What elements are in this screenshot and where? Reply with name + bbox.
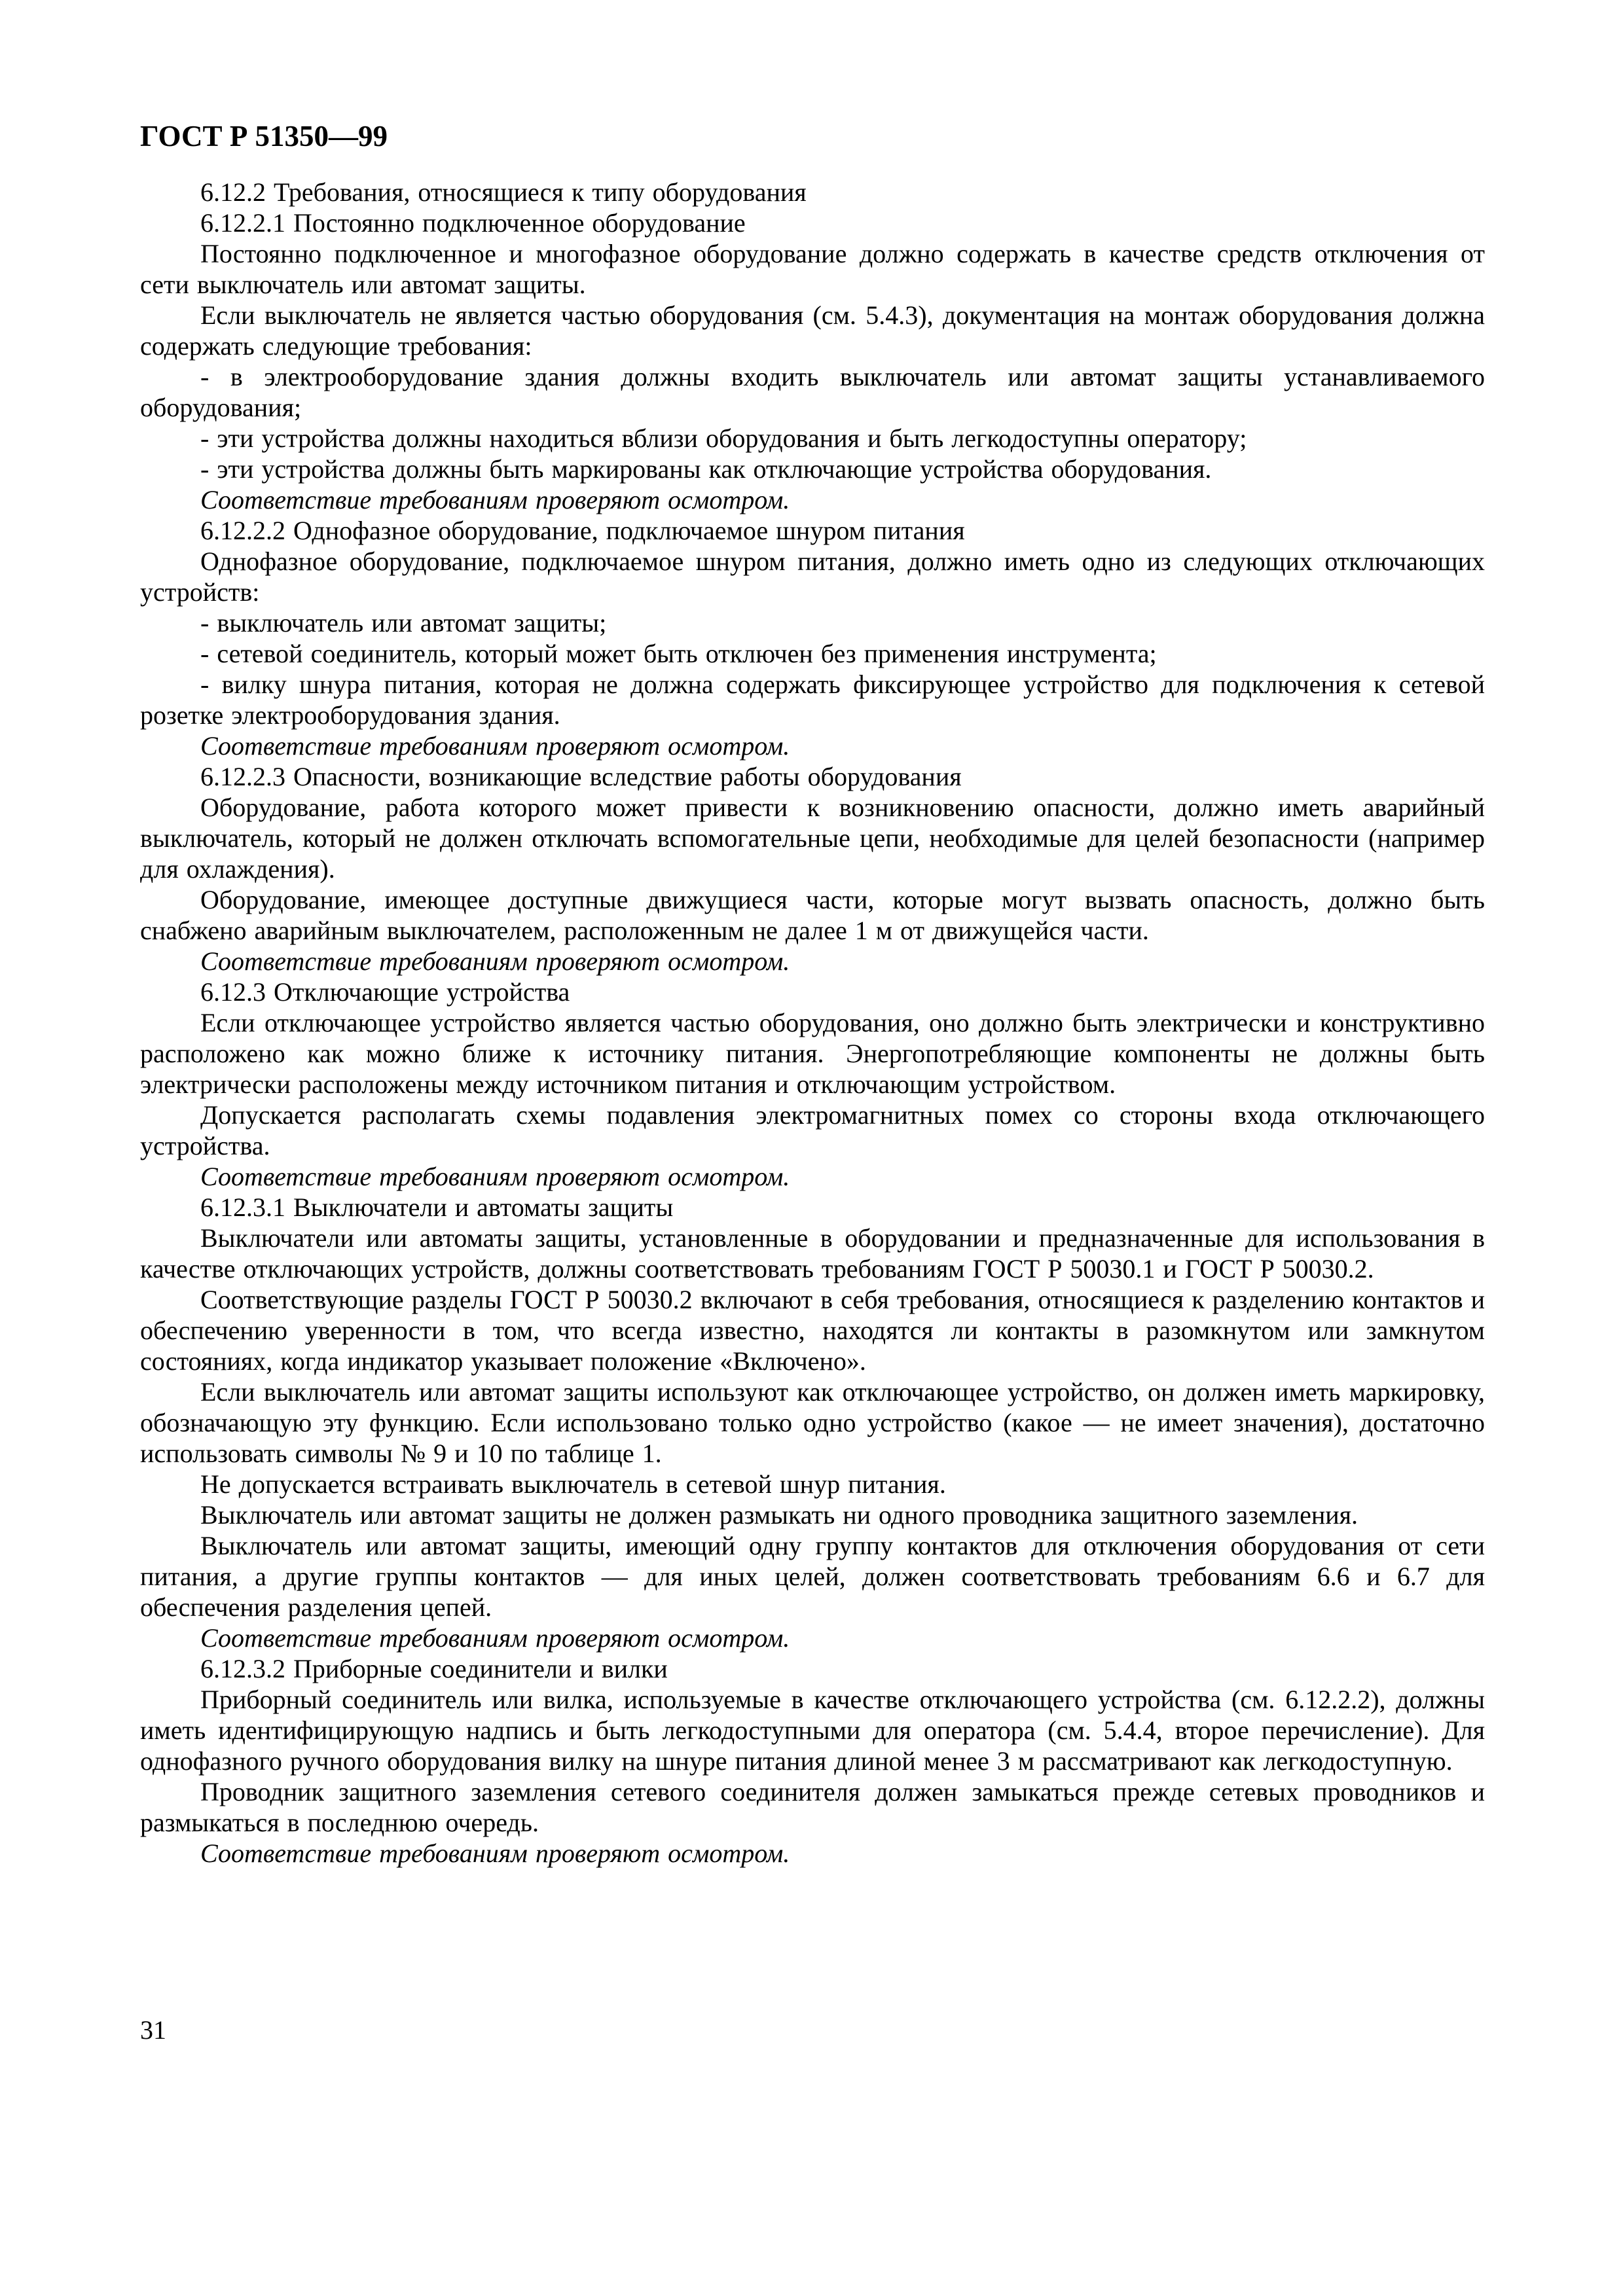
paragraph: Оборудование, работа которого может привести к возникновению опасности, должно иметь аварийный выключатель, который не должен отключать вспомогательные цепи, необходимые для целей безопасности (например для охлаждения). [140, 793, 1485, 884]
paragraph: Если выключатель или автомат защиты используют как отключающее устройство, он должен иметь маркировку, обозначающую эту функцию. Если использовано только одно устройство (какое — не имеет значения), достаточно использовать символы № 9 и 10 по таблице 1. [140, 1377, 1485, 1468]
compliance-note: Соответствие требованиям проверяют осмотром. [200, 485, 790, 514]
compliance-note: Соответствие требованиям проверяют осмотром. [200, 1623, 790, 1653]
compliance-note: Соответствие требованиям проверяют осмотром. [200, 1162, 790, 1191]
clause-heading-6-12-2-2: 6.12.2.2 Однофазное оборудование, подключаемое шнуром питания [200, 516, 965, 545]
list-item: - выключатель или автомат защиты; [200, 608, 607, 637]
list-item: - вилку шнура питания, которая не должна содержать фиксирующее устройство для подключения к сетевой розетке электрооборудования здания. [140, 670, 1485, 730]
clause-heading-6-12-2-1: 6.12.2.1 Постоянно подключенное оборудование [200, 208, 746, 238]
paragraph: Выключатели или автоматы защиты, установленные в оборудовании и предназначенные для использования в качестве отключающих устройств, должны соответствовать требованиям ГОСТ Р 50030.1 и ГОСТ Р 50030.2. [140, 1223, 1485, 1283]
document-header-standard-number: ГОСТ Р 51350—99 [140, 120, 388, 152]
list-item: - эти устройства должны быть маркированы как отключающие устройства оборудования. [200, 454, 1212, 484]
list-item: - сетевой соединитель, который может быть отключен без применения инструмента; [200, 639, 1157, 668]
paragraph: Выключатель или автомат защиты, имеющий одну группу контактов для отключения оборудования от сети питания, а другие группы контактов — для иных целей, должен соответствовать требованиям 6.6 и 6.7 для обеспечения разделения цепей. [140, 1531, 1485, 1622]
clause-heading-6-12-3: 6.12.3 Отключающие устройства [200, 977, 570, 1007]
list-item: - эти устройства должны находиться вблизи оборудования и быть легкодоступны оператору; [200, 423, 1247, 453]
paragraph: Не допускается встраивать выключатель в сетевой шнур питания. [200, 1469, 946, 1499]
page-number: 31 [140, 2015, 166, 2045]
paragraph: Приборный соединитель или вилка, используемые в качестве отключающего устройства (см. 6.12.2.2), должны иметь идентифицирующую надпись и быть легкодоступными для оператора (см. 5.4.4, второе перечисление). Для однофазного ручного оборудования вилку на шнуре питания длиной менее 3 м рассматривают как легкодоступную. [140, 1685, 1485, 1776]
paragraph: Если отключающее устройство является частью оборудования, оно должно быть электрически и конструктивно расположено как можно ближе к источнику питания. Энергопотребляющие компоненты не должны быть электрически расположены между источником питания и отключающим устройством. [140, 1008, 1485, 1099]
paragraph: Соответствующие разделы ГОСТ Р 50030.2 включают в себя требования, относящиеся к разделению контактов и обеспечению уверенности в том, что всегда известно, находятся ли контакты в разомкнутом или замкнутом состояниях, когда индикатор указывает положение «Включено». [140, 1285, 1485, 1376]
clause-heading-6-12-2-3: 6.12.2.3 Опасности, возникающие вследствие работы оборудования [200, 762, 962, 791]
paragraph: Если выключатель не является частью оборудования (см. 5.4.3), документация на монтаж оборудования должна содержать следующие требования: [140, 300, 1485, 361]
list-item: - в электрооборудование здания должны входить выключатель или автомат защиты устанавливаемого оборудования; [140, 362, 1485, 422]
clause-heading-6-12-2: 6.12.2 Требования, относящиеся к типу оборудования [200, 177, 807, 207]
paragraph: Однофазное оборудование, подключаемое шнуром питания, должно иметь одно из следующих отключающих устройств: [140, 547, 1485, 607]
clause-heading-6-12-3-2: 6.12.3.2 Приборные соединители и вилки [200, 1654, 668, 1683]
compliance-note: Соответствие требованиям проверяют осмотром. [200, 946, 790, 976]
paragraph: Выключатель или автомат защиты не должен размыкать ни одного проводника защитного заземления. [200, 1500, 1359, 1530]
compliance-note: Соответствие требованиям проверяют осмотром. [200, 731, 790, 761]
paragraph: Оборудование, имеющее доступные движущиеся части, которые могут вызвать опасность, должно быть снабжено аварийным выключателем, расположенным не далее 1 м от движущейся части. [140, 885, 1485, 945]
paragraph: Проводник защитного заземления сетевого соединителя должен замыкаться прежде сетевых проводников и размыкаться в последнюю очередь. [140, 1777, 1485, 1837]
compliance-note: Соответствие требованиям проверяют осмотром. [200, 1839, 790, 1868]
clause-heading-6-12-3-1: 6.12.3.1 Выключатели и автоматы защиты [200, 1193, 674, 1222]
paragraph: Постоянно подключенное и многофазное оборудование должно содержать в качестве средств отключения от сети выключатель или автомат защиты. [140, 239, 1485, 299]
paragraph: Допускается располагать схемы подавления электромагнитных помех со стороны входа отключающего устройства. [140, 1100, 1485, 1160]
document-body [140, 177, 1485, 1869]
